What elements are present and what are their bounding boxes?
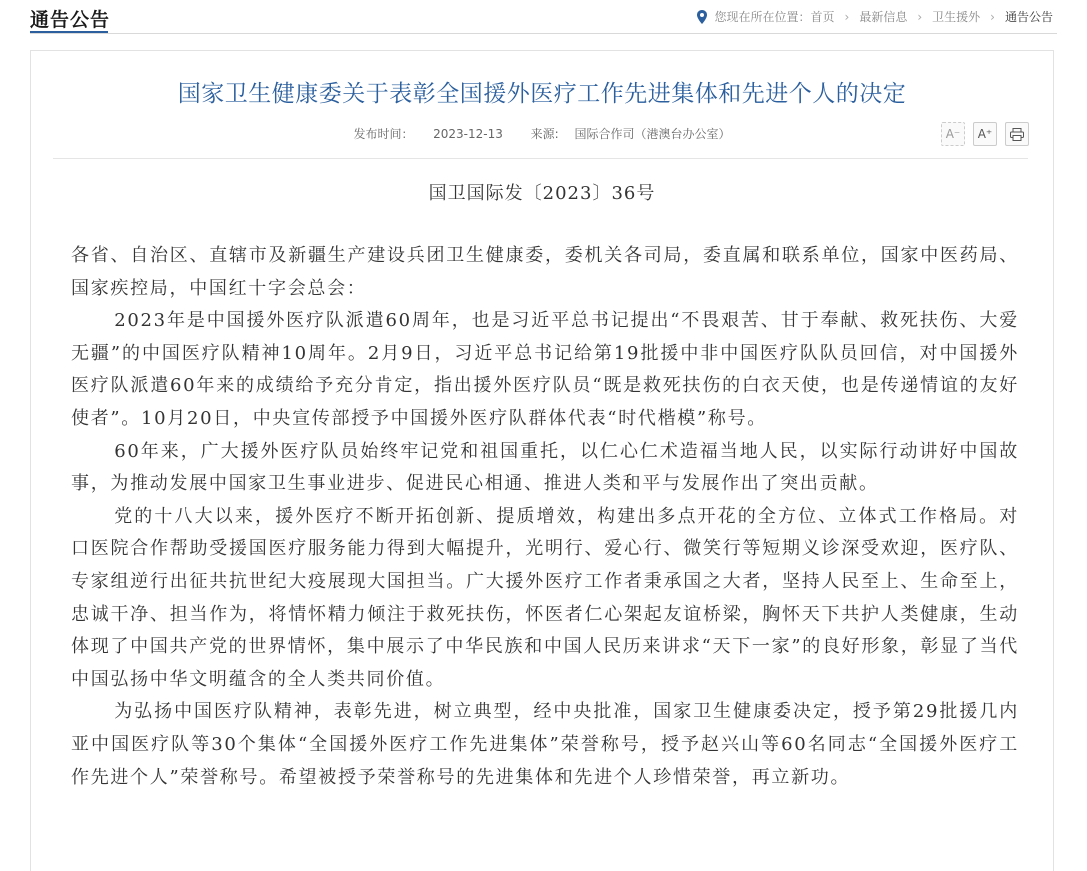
breadcrumb-home[interactable]: 首页 [810,10,835,24]
date-label: 发布时间： [353,127,414,141]
meta-divider [53,158,1028,159]
breadcrumb-separator: › [844,9,850,24]
location-pin-icon [696,10,708,24]
breadcrumb [696,8,1053,25]
body-paragraph: 各省、自治区、直辖市及新疆生产建设兵团卫生健康委，委机关各司局，委直属和联系单位，国家中医药局、国家疾控局，中国红十字会总会： [71,245,1019,299]
body-paragraph: 2023年是中国援外医疗队派遣60周年，也是习近平总书记提出“不畏艰苦、甘于奉献、救死扶伤、大爱无疆”的中国医疗队精神10周年。2月9日，习近平总书记给第19批援中非中国医疗队队员回信，对中国援外医疗队派遣60年来的成绩给予充分肯定，指出援外医疗队员“既是救死扶伤的白衣天使，也是传递情谊的友好使者”。10月20日，中央宣传部授予中国援外医疗队群体代表“时代楷模”称号。 [71,310,1019,429]
font-smaller-button[interactable]: A⁻ [941,122,965,146]
article-body [71,240,1019,794]
article-title: 国家卫生健康委关于表彰全国援外医疗工作先进集体和先进个人的决定 [177,81,907,107]
publish-date: 2023-12-13 [433,127,503,141]
breadcrumb-separator: › [990,9,995,24]
header-divider [30,33,1057,34]
body-paragraph: 党的十八大以来，援外医疗不断开拓创新、提质增效，构建出多点开花的全方位、立体式工作格局。对口医院合作帮助受援国医疗服务能力得到大幅提升，光明行、爱心行、微笑行等短期义诊深受欢迎，医疗队、专家组逆行出征共抗世纪大疫展现大国担当。广大援外医疗工作者秉承国之大者，坚持人民至上、生命至上，忠诚干净、担当作为，将情怀精力倾注于救死扶伤，怀医者仁心架起友谊桥梁，胸怀天下共护人类健康，生动体现了中国共产党的世界情怀，集中展示了中华民族和中国人民历来讲求“天下一家”的良好形象，彰显了当代中国弘扬中华文明蕴含的全人类共同价值。 [71,505,1019,690]
print-button[interactable] [1005,122,1029,146]
article-tools [941,122,1029,146]
source-label: 来源: [530,127,559,141]
article-source: 国际合作司（港澳台办公室） [574,127,731,141]
breadcrumb-separator: › [917,9,923,24]
body-paragraph: 60年来，广大援外医疗队员始终牢记党和祖国重托，以仁心仁术造福当地人民，以实际行动讲好中国故事，为推动发展中国家卫生事业进步、促进民心相通、推进人类和平与发展作出了突出贡献。 [71,440,1019,495]
font-larger-button[interactable]: A⁺ [973,122,997,146]
section-title: 通告公告 [30,9,111,31]
breadcrumb-latest[interactable]: 最新信息 [859,10,908,24]
printer-icon [1010,128,1024,141]
article-meta [31,125,1053,142]
document-number: 国卫国际发〔2023〕36号 [428,183,656,204]
breadcrumb-health-aid[interactable]: 卫生援外 [932,10,981,24]
top-bar [0,0,1087,34]
body-paragraph: 为弘扬中国医疗队精神，表彰先进，树立典型，经中央批准，国家卫生健康委决定，授予第29批援几内亚中国医疗队等30个集体“全国援外医疗工作先进集体”荣誉称号，授予赵兴山等60名同志“全国援外医疗工作先进个人”荣誉称号。希望被授予荣誉称号的先进集体和先进个人珍惜荣誉，再立新功。 [71,701,1019,788]
breadcrumb-current[interactable]: 通告公告 [1004,10,1053,24]
article-card [30,50,1054,871]
breadcrumb-prefix: 您现在所在位置： [714,10,811,24]
